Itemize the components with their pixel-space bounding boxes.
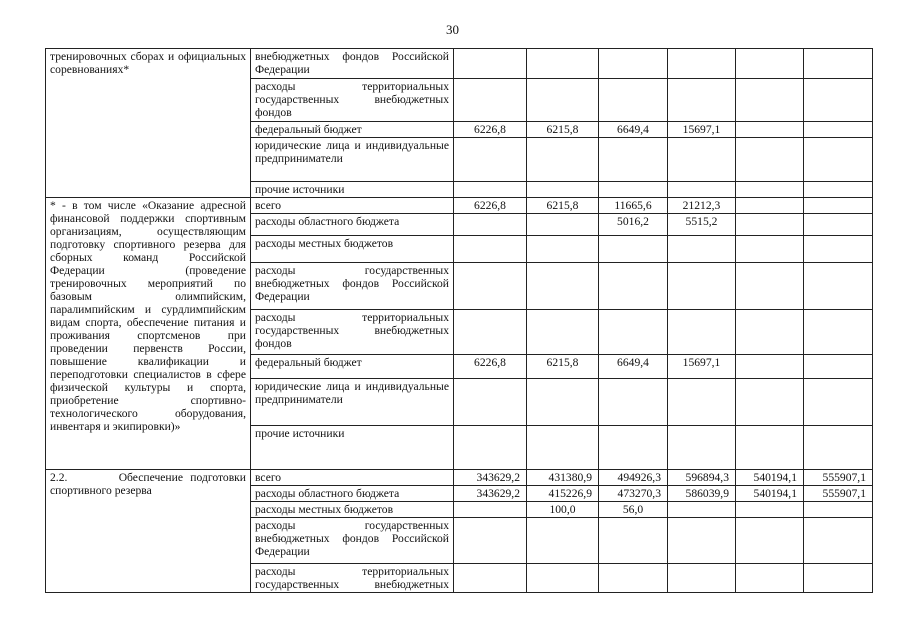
value-cell <box>804 426 873 470</box>
value-cell <box>599 182 668 198</box>
value-cell <box>599 518 668 564</box>
funding-source: расходы областного бюджета <box>251 214 454 236</box>
value-cell <box>736 426 804 470</box>
value-cell: 6215,8 <box>527 122 599 138</box>
value-cell: 21212,3 <box>668 198 736 214</box>
funding-source: расходы государственных внебюджетных фондов Российской Федерации <box>251 263 454 310</box>
value-cell <box>599 310 668 355</box>
value-cell <box>668 236 736 263</box>
value-cell <box>668 182 736 198</box>
value-cell <box>804 214 873 236</box>
value-cell <box>527 564 599 593</box>
value-cell: 6649,4 <box>599 122 668 138</box>
financing-table <box>45 48 873 593</box>
value-cell <box>599 138 668 182</box>
value-cell: 473270,3 <box>599 486 668 502</box>
funding-source: федеральный бюджет <box>251 355 454 379</box>
value-cell: 596894,3 <box>668 470 736 486</box>
value-cell <box>668 49 736 79</box>
value-cell <box>454 518 527 564</box>
table-row <box>46 49 873 79</box>
value-cell <box>527 263 599 310</box>
value-cell <box>804 138 873 182</box>
value-cell: 11665,6 <box>599 198 668 214</box>
value-cell <box>804 122 873 138</box>
value-cell <box>736 214 804 236</box>
value-cell: 555907,1 <box>804 486 873 502</box>
value-cell <box>804 263 873 310</box>
value-cell <box>736 518 804 564</box>
value-cell <box>454 236 527 263</box>
value-cell: 15697,1 <box>668 122 736 138</box>
value-cell <box>736 79 804 122</box>
value-cell <box>454 182 527 198</box>
value-cell: 6226,8 <box>454 198 527 214</box>
value-cell <box>668 138 736 182</box>
value-cell <box>668 502 736 518</box>
value-cell <box>599 564 668 593</box>
value-cell <box>804 518 873 564</box>
value-cell <box>668 564 736 593</box>
funding-source: юридические лица и индивидуальные предприниматели <box>251 138 454 182</box>
value-cell <box>736 182 804 198</box>
value-cell <box>454 426 527 470</box>
funding-source: расходы государственных внебюджетных фондов Российской Федерации <box>251 518 454 564</box>
value-cell <box>668 263 736 310</box>
value-cell <box>668 426 736 470</box>
value-cell: 555907,1 <box>804 470 873 486</box>
value-cell: 540194,1 <box>736 470 804 486</box>
value-cell <box>804 379 873 426</box>
funding-source: юридические лица и индивидуальные предприниматели <box>251 379 454 426</box>
value-cell <box>804 182 873 198</box>
value-cell <box>804 310 873 355</box>
value-cell <box>736 122 804 138</box>
value-cell: 6226,8 <box>454 122 527 138</box>
value-cell <box>454 49 527 79</box>
value-cell: 6226,8 <box>454 355 527 379</box>
value-cell <box>454 310 527 355</box>
funding-source: расходы территориальных государственных внебюджетных фондов <box>251 310 454 355</box>
value-cell <box>454 214 527 236</box>
value-cell <box>668 518 736 564</box>
funding-source: федеральный бюджет <box>251 122 454 138</box>
measure-description: тренировочных сборах и официальных соревнованиях* <box>46 49 251 198</box>
value-cell <box>736 236 804 263</box>
value-cell <box>804 79 873 122</box>
measure-title: Обеспечение подготовки спортивного резерва <box>50 471 247 497</box>
value-cell <box>668 79 736 122</box>
value-cell <box>454 379 527 426</box>
value-cell: 343629,2 <box>454 470 527 486</box>
value-cell: 56,0 <box>599 502 668 518</box>
value-cell <box>527 182 599 198</box>
value-cell <box>599 79 668 122</box>
value-cell <box>599 379 668 426</box>
value-cell <box>527 138 599 182</box>
value-cell <box>454 138 527 182</box>
funding-source: прочие источники <box>251 426 454 470</box>
value-cell <box>736 502 804 518</box>
measure-number: 2.2. <box>50 471 68 484</box>
table-row <box>46 470 873 486</box>
value-cell <box>736 379 804 426</box>
value-cell <box>527 236 599 263</box>
funding-source: всего <box>251 470 454 486</box>
funding-source: расходы территориальных государственных внебюджетных <box>251 564 454 593</box>
value-cell: 494926,3 <box>599 470 668 486</box>
value-cell <box>599 236 668 263</box>
value-cell <box>599 426 668 470</box>
value-cell: 431380,9 <box>527 470 599 486</box>
funding-source: расходы областного бюджета <box>251 486 454 502</box>
value-cell <box>668 310 736 355</box>
value-cell: 415226,9 <box>527 486 599 502</box>
value-cell <box>527 214 599 236</box>
value-cell: 586039,9 <box>668 486 736 502</box>
funding-source: расходы территориальных государственных внебюджетных фондов <box>251 79 454 122</box>
value-cell <box>668 379 736 426</box>
value-cell <box>527 379 599 426</box>
measure-description: * - в том числе «Оказание адресной финансовой поддержки спортивным организациям, осуществляющим подготовку спортивного резерва для сборных команд Российской Федерации (проведение тренировочных мероприятий по базовым олимпийским, паралимпийским и сурдлимпийским видам спорта, обеспечение питания и проживания спортсменов при проведении первенств России, повышение квалификации и переподготовки специалистов в сфере физической культуры и спорта, приобретение спортивно-технологического оборудования, инвентаря и экипировки)» <box>46 198 251 470</box>
value-cell <box>736 49 804 79</box>
value-cell <box>736 564 804 593</box>
value-cell: 15697,1 <box>668 355 736 379</box>
funding-source: внебюджетных фондов Российской Федерации <box>251 49 454 79</box>
value-cell: 100,0 <box>527 502 599 518</box>
table-row <box>46 198 873 214</box>
value-cell: 5016,2 <box>599 214 668 236</box>
value-cell <box>736 198 804 214</box>
value-cell <box>454 564 527 593</box>
value-cell: 343629,2 <box>454 486 527 502</box>
value-cell <box>527 426 599 470</box>
value-cell <box>599 263 668 310</box>
value-cell <box>736 310 804 355</box>
value-cell <box>599 49 668 79</box>
value-cell <box>804 355 873 379</box>
value-cell <box>527 49 599 79</box>
value-cell: 6215,8 <box>527 198 599 214</box>
value-cell <box>454 79 527 122</box>
measure-description <box>46 470 251 593</box>
value-cell <box>804 564 873 593</box>
value-cell: 6215,8 <box>527 355 599 379</box>
value-cell: 540194,1 <box>736 486 804 502</box>
page-number: 30 <box>446 22 459 37</box>
value-cell <box>454 263 527 310</box>
value-cell <box>804 49 873 79</box>
value-cell <box>736 263 804 310</box>
value-cell <box>736 355 804 379</box>
funding-source: всего <box>251 198 454 214</box>
value-cell <box>804 236 873 263</box>
value-cell <box>527 79 599 122</box>
value-cell: 6649,4 <box>599 355 668 379</box>
value-cell <box>736 138 804 182</box>
value-cell <box>454 502 527 518</box>
funding-source: расходы местных бюджетов <box>251 502 454 518</box>
funding-source: расходы местных бюджетов <box>251 236 454 263</box>
value-cell <box>527 518 599 564</box>
value-cell <box>527 310 599 355</box>
value-cell <box>804 198 873 214</box>
value-cell: 5515,2 <box>668 214 736 236</box>
funding-source: прочие источники <box>251 182 454 198</box>
value-cell <box>804 502 873 518</box>
